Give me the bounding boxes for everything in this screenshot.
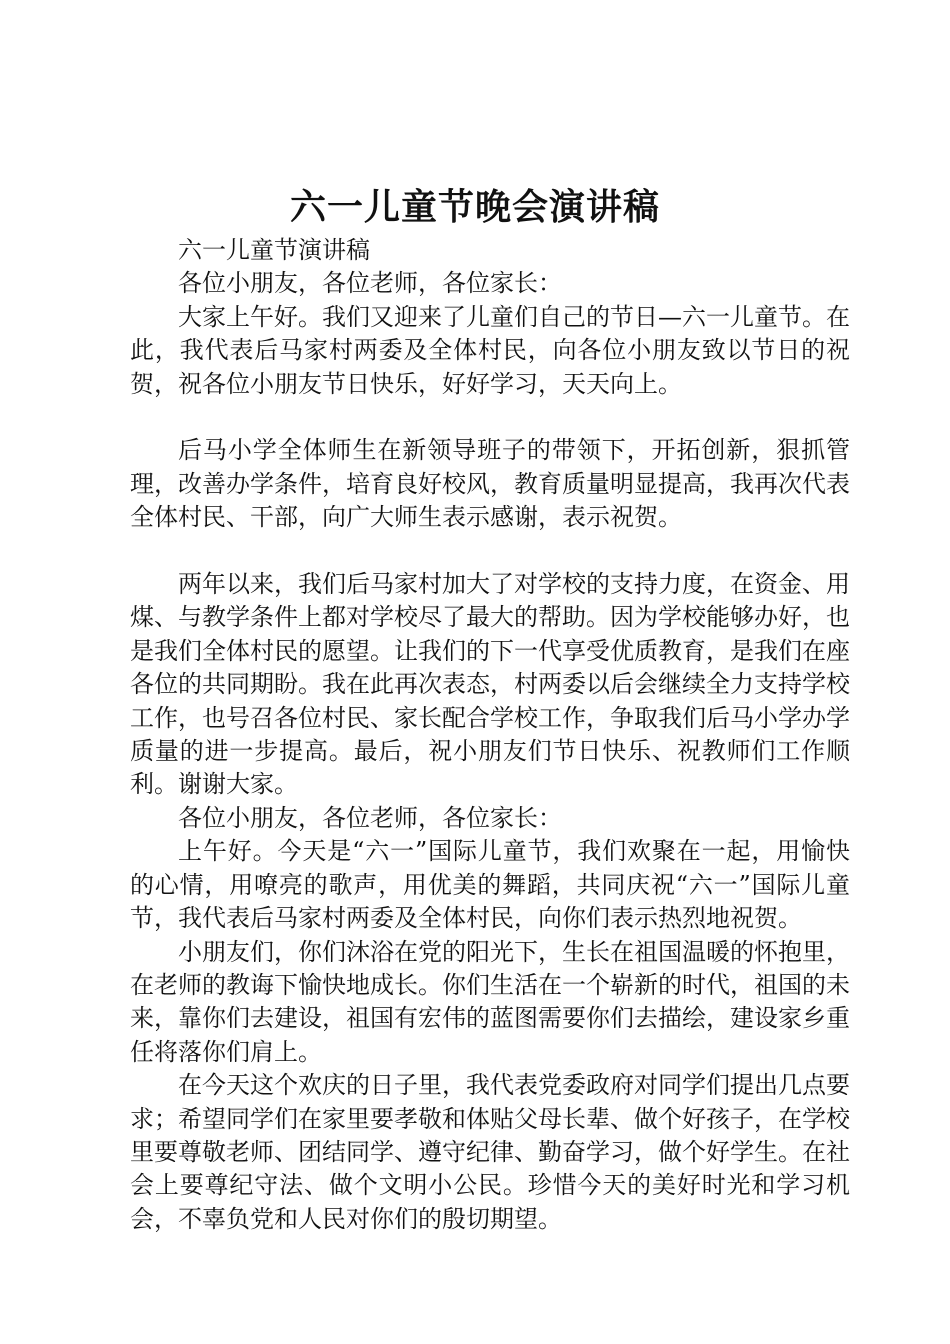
paragraph: 小朋友们，你们沐浴在党的阳光下，生长在祖国温暖的怀抱里，在老师的教诲下愉快地成长。你们生活在一个崭新的时代，祖国的未来，靠你们去建设，祖国有宏伟的蓝图需要你们去描绘，建设家乡重任将落你们肩上。 [130, 937, 850, 1066]
document-title: 六一儿童节晚会演讲稿 [289, 187, 660, 228]
paragraph-subtitle: 六一儿童节演讲稿 [178, 236, 370, 264]
paragraph: 上午好。今天是“六一”国际儿童节，我们欢聚在一起，用愉快的心情，用嘹亮的歌声，用优美的舞蹈，共同庆祝“六一”国际儿童节，我代表后马家村两委及全体村民，向你们表示热烈地祝贺。 [130, 837, 850, 933]
paragraph-greeting: 各位小朋友，各位老师，各位家长： [178, 269, 562, 298]
paragraph-greeting: 各位小朋友，各位老师，各位家长： [178, 803, 562, 832]
paragraph: 后马小学全体师生在新领导班子的带领下，开拓创新，狠抓管理，改善办学条件，培育良好校风，教育质量明显提高，我再次代表全体村民、干部，向广大师生表示感谢，表示祝贺。 [130, 436, 850, 532]
paragraph: 大家上午好。我们又迎来了儿童们自己的节日—六一儿童节。在此，我代表后马家村两委及全体村民，向各位小朋友致以节日的祝贺，祝各位小朋友节日快乐，好好学习，天天向上。 [130, 302, 850, 398]
paragraph: 两年以来，我们后马家村加大了对学校的支持力度，在资金、用煤、与教学条件上都对学校尽了最大的帮助。因为学校能够办好，也是我们全体村民的愿望。让我们的下一代享受优质教育，是我们在座各位的共同期盼。我在此再次表态，村两委以后会继续全力支持学校工作，也号召各位村民、家长配合学校工作，争取我们后马小学办学质量的进一步提高。最后，祝小朋友们节日快乐、祝教师们工作顺利。谢谢大家。 [130, 570, 850, 799]
document-body [130, 234, 850, 1236]
paragraph: 在今天这个欢庆的日子里，我代表党委政府对同学们提出几点要求；希望同学们在家里要孝敬和体贴父母长辈、做个好孩子，在学校里要尊敬老师、团结同学、遵守纪律、勤奋学习，做个好学生。在社会上要尊纪守法、做个文明小公民。珍惜今天的美好时光和学习机会，不辜负党和人民对你们的殷切期望。 [130, 1071, 850, 1233]
